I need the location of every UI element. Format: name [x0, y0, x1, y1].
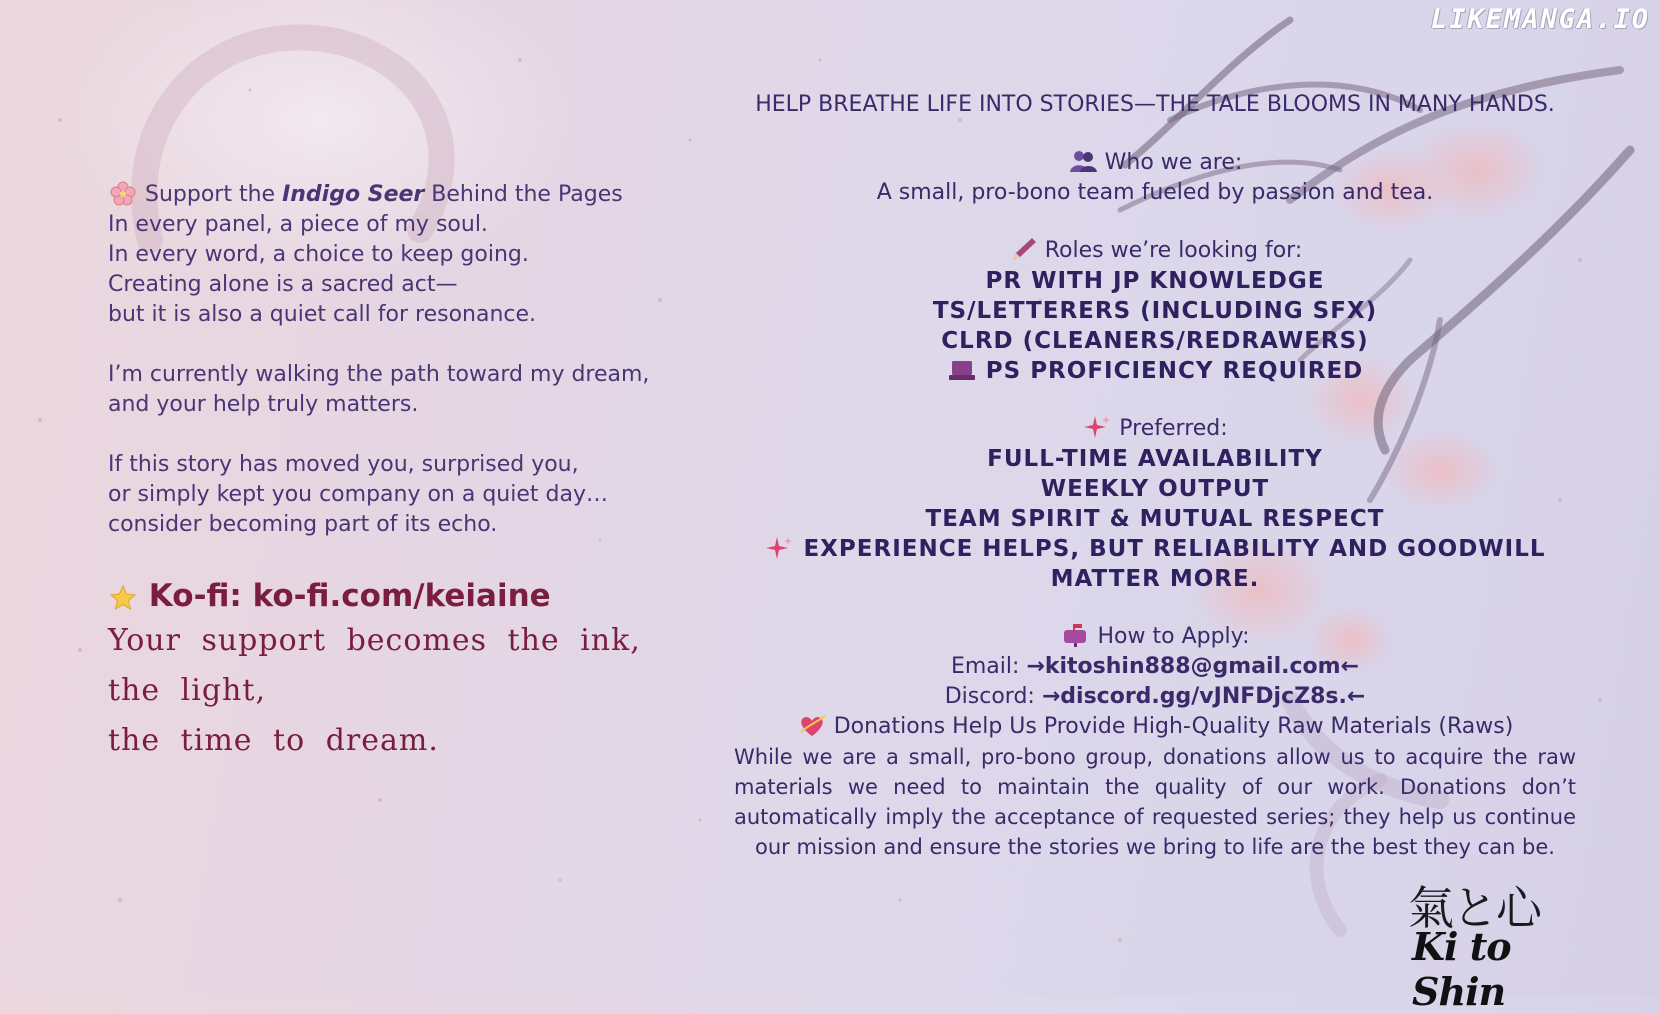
tagline: HELP BREATHE LIFE INTO STORIES—THE TALE BLOOMS IN MANY HANDS. — [755, 92, 1555, 117]
kofi-line: Your support becomes the ink, — [108, 623, 641, 658]
preferred-heading-text: Preferred: — [1119, 416, 1228, 441]
preferred-item: FULL-TIME AVAILABILITY — [987, 446, 1323, 472]
group-logo — [1402, 872, 1562, 1014]
heart-ribbon-icon — [797, 712, 827, 738]
para2-line: and your help truly matters. — [108, 392, 419, 417]
logo-roman: Ki to Shin — [1412, 924, 1511, 1014]
para3-line: If this story has moved you, surprised you, — [108, 452, 579, 477]
kofi-link[interactable]: Ko-fi: ko-fi.com/keiaine — [148, 578, 551, 614]
sparkle-icon — [1082, 414, 1112, 440]
recruitment-panel — [730, 90, 1580, 862]
donations-text: While we are a small, pro-bono group, donations allow us to acquire the raw materials we need to maintain the quality of our work. Donations don’t automatically imply the acceptance of requested series; they help us continue our mission and ensure the stories we bring to life are the best they can be. — [734, 745, 1576, 859]
donations-heading-text: Donations Help Us Provide High-Quality Raw Materials (Raws) — [833, 714, 1514, 739]
star-icon — [108, 585, 138, 611]
para1-line: but it is also a quiet call for resonance. — [108, 302, 537, 327]
email-link[interactable]: →kitoshin888@gmail.com← — [1026, 654, 1360, 679]
roles-note — [730, 356, 1580, 386]
support-suffix: Behind the Pages — [431, 182, 623, 207]
support-prefix: Support the — [145, 182, 276, 207]
mailbox-icon — [1061, 622, 1091, 648]
site-watermark: LIKEMANGA.IO — [1430, 4, 1650, 35]
support-heading — [108, 180, 708, 210]
discord-row — [730, 682, 1580, 712]
pen-icon — [1008, 236, 1038, 262]
who-text: A small, pro-bono team fueled by passion and tea. — [876, 180, 1434, 205]
para1-line: In every word, a choice to keep going. — [108, 242, 529, 267]
flower-icon — [108, 180, 138, 206]
role-item: CLRD (CLEANERS/REDRAWERS) — [941, 328, 1369, 354]
para2-line: I’m currently walking the path toward my dream, — [108, 362, 650, 387]
support-message — [108, 180, 708, 766]
roles-note-text: PS PROFICIENCY REQUIRED — [985, 358, 1364, 384]
para3-line: consider becoming part of its echo. — [108, 512, 498, 537]
preferred-item: TEAM SPIRIT & MUTUAL RESPECT — [925, 506, 1385, 532]
who-heading — [730, 148, 1580, 178]
support-name: Indigo Seer — [282, 182, 425, 207]
preferred-note-text: EXPERIENCE HELPS, BUT RELIABILITY AND GOODWILL MATTER MORE. — [803, 536, 1546, 592]
donations-heading — [730, 712, 1580, 742]
discord-link[interactable]: →discord.gg/vJNFDjcZ8s.← — [1041, 684, 1366, 709]
logo-kanji: 氣と心 — [1408, 881, 1540, 935]
people-icon — [1068, 148, 1098, 174]
para1-line: In every panel, a piece of my soul. — [108, 212, 488, 237]
apply-heading-text: How to Apply: — [1097, 624, 1250, 649]
preferred-note — [730, 534, 1580, 594]
kofi-heading — [108, 576, 708, 616]
para1-line: Creating alone is a sacred act— — [108, 272, 458, 297]
para3-line: or simply kept you company on a quiet day… — [108, 482, 608, 507]
kofi-line: the light, — [108, 673, 266, 708]
roles-heading-text: Roles we’re looking for: — [1044, 238, 1303, 263]
laptop-icon — [947, 357, 977, 383]
roles-heading — [730, 236, 1580, 266]
preferred-heading — [730, 414, 1580, 444]
who-heading-text: Who we are: — [1104, 150, 1243, 175]
email-label: Email: — [950, 654, 1020, 679]
role-item: PR WITH JP KNOWLEDGE — [985, 268, 1325, 294]
sparkle-icon — [764, 535, 794, 561]
apply-heading — [730, 622, 1580, 652]
email-row — [730, 652, 1580, 682]
role-item: TS/LETTERERS (INCLUDING SFX) — [932, 298, 1378, 324]
kofi-line: the time to dream. — [108, 723, 439, 758]
discord-label: Discord: — [944, 684, 1035, 709]
preferred-item: WEEKLY OUTPUT — [1040, 476, 1270, 502]
